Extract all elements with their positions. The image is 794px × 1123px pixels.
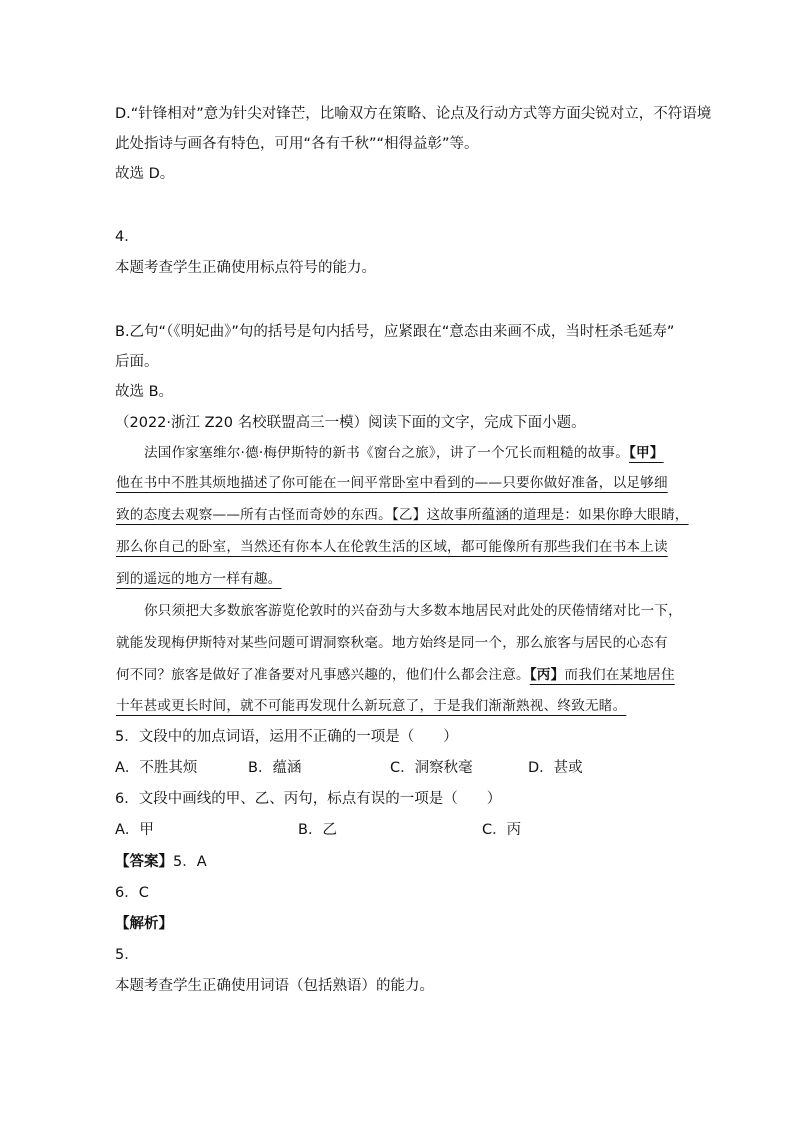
option-d-explanation-line2: 此处指诗与画各有特色，可用“各有千秋”“相得益彰”等。 <box>115 136 479 152</box>
passage-p1-line5: 到的遥远的地方一样有趣。 <box>116 571 282 587</box>
answer-d: 故选 D。 <box>115 166 175 182</box>
passage-p1-line3 <box>116 505 689 525</box>
passage-p2-line3-text: 何不同？旅客是做好了准备要对凡事感兴趣的，他们什么都会注意。 <box>116 667 530 683</box>
passage-p2-line1: 你只须把大多数旅客游览伦敦时的兴奋劲与大多数本地居民对此处的厌倦情绪对比一下， <box>144 603 682 619</box>
mark-jia: 【甲】 <box>629 445 664 461</box>
analysis-text: 本题考查学生正确使用词语（包括熟语）的能力。 <box>115 978 434 994</box>
passage-p2-line3-bing: 而我们在某地居住 <box>564 667 675 683</box>
passage-p1-line2: 他在书中不胜其烦地描述了你可能在一间平常卧室中看到的——只要你做好准备，以足够细 <box>116 475 668 491</box>
passage-p1-line3-jia: 致的态度去观察——所有古怪而奇妙的东西。 <box>116 507 392 523</box>
passage-p1-line1 <box>144 443 664 463</box>
option-b-explanation-line1: B.乙句“（《明妃曲》”句的括号是句内括号，应紧跟在“意态由来画不成，当时枉杀毛延寿” <box>115 324 675 340</box>
passage-p1-line4: 那么你自己的卧室，当然还有你本人在伦敦生活的区域，都可能像所有那些我们在书本上读 <box>116 539 668 555</box>
passage-p2-line4: 十年甚或更长时间，就不可能再发现什么新玩意了，于是我们渐渐熟视、终致无睹。 <box>116 698 627 714</box>
analysis-label: 【解析】 <box>115 916 173 932</box>
question-6-stem: 6．文段中画线的甲、乙、丙句，标点有误的一项是（ ） <box>115 791 502 807</box>
passage-p1-line3-yi: 【乙】这故事所蕴涵的道理是：如果你睁大眼睛， <box>391 507 689 523</box>
answer-line <box>115 852 207 872</box>
passage-p2-line2: 就能发现梅伊斯特对某些问题可谓洞察秋毫。地方始终是同一个，那么旅客与居民的心态有 <box>116 635 668 651</box>
option-b-explanation-line2: 后面。 <box>115 354 159 370</box>
option-d-explanation-line1: D.“针锋相对”意为针尖对锋芒，比喻双方在策略、论点及行动方式等方面尖锐对立，不符语境 <box>115 106 712 122</box>
answer-b: 故选 B。 <box>115 384 174 400</box>
question-6-option-b: B．乙 <box>298 822 337 838</box>
question-6-option-a: A．甲 <box>115 822 154 838</box>
question-6-option-c: C．丙 <box>482 822 522 838</box>
question-5-option-d: D．甚或 <box>528 760 583 776</box>
answer-label: 【答案】 <box>115 854 173 870</box>
passage-source: （2022·浙江 Z20 名校联盟高三一模）阅读下面的文字，完成下面小题。 <box>115 415 586 431</box>
passage-p1-line1-text: 法国作家塞维尔·德·梅伊斯特的新书《窗台之旅》，讲了一个冗长而粗糙的故事。 <box>144 445 630 461</box>
question-5-option-c: C．洞察秋毫 <box>390 760 473 776</box>
question-5-option-b: B．蕴涵 <box>248 760 302 776</box>
question-5-stem: 5．文段中的加点词语，运用不正确的一项是（ ） <box>115 729 458 745</box>
answer-q6: 6．C <box>115 885 149 901</box>
analysis-number: 5． <box>115 947 139 963</box>
mark-bing: 【丙】 <box>529 667 565 683</box>
question-4-intro: 本题考查学生正确使用标点符号的能力。 <box>115 260 376 276</box>
passage-p2-line3 <box>116 665 675 685</box>
question-4-number: 4． <box>115 229 139 245</box>
question-5-option-a: A．不胜其烦 <box>115 760 198 776</box>
answer-q5: 5．A <box>173 854 207 870</box>
